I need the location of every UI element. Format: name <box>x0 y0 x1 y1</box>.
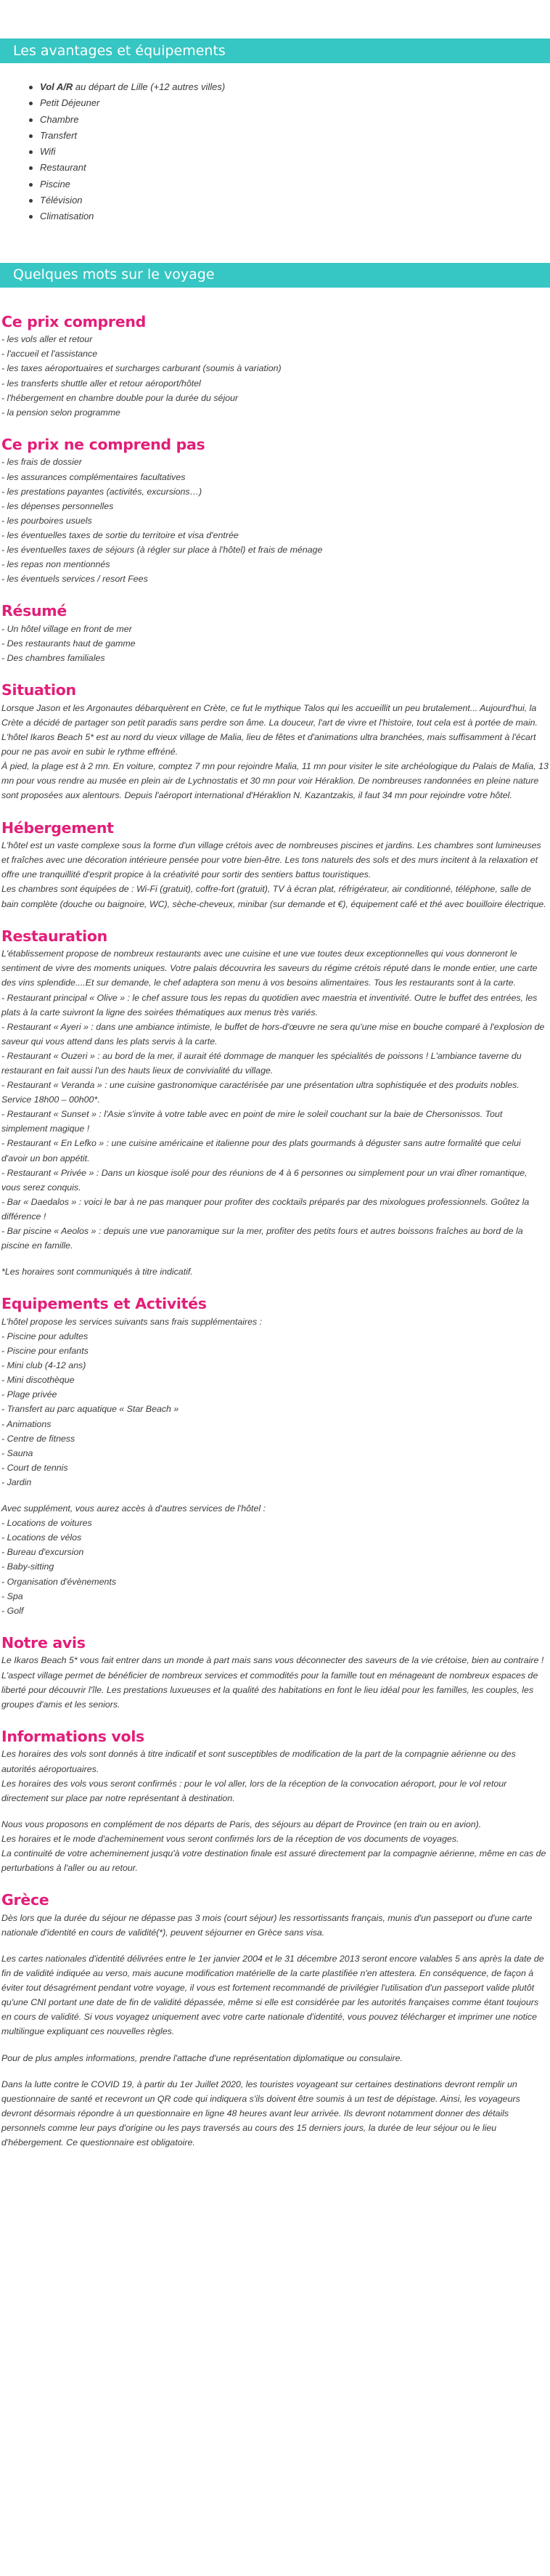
list-item: - les transferts shuttle aller et retour aéroport/hôtel <box>1 378 201 389</box>
list-item <box>29 128 550 144</box>
equipements-supplement-list <box>1 1516 549 1618</box>
list-item <box>29 208 550 224</box>
list-item-text: Climatisation <box>40 211 94 222</box>
list-item: - les éventuels services / resort Fees <box>1 574 148 585</box>
list-item <box>29 112 550 128</box>
list-item: - Court de tennis <box>1 1462 68 1473</box>
list-item <box>29 95 550 111</box>
section-title-prix-comprend: Ce prix comprend <box>1 312 147 330</box>
list-item: - Spa <box>1 1590 23 1601</box>
list-item: - les vols aller et retour <box>1 334 93 345</box>
section-title-hebergement: Hébergement <box>1 818 114 837</box>
list-item-text: au départ de Lille (+12 autres villes) <box>73 81 226 92</box>
list-item: - les éventuelles taxes de sortie du territoire et visa d'entrée <box>1 529 239 540</box>
list-item: - Un hôtel village en front de mer <box>1 623 132 634</box>
list-item-text: Wifi <box>40 146 56 158</box>
list-item: - Transfert au parc aquatique « Star Beach » <box>1 1404 179 1415</box>
equipements-list <box>1 1329 549 1490</box>
vols-paragraph-3: Nous vous proposons en complément de nos départs de Paris, des séjours au départ de Province (en train ou en avion). <box>1 1819 482 1829</box>
restauration-intro: L'établissement propose de nombreux restaurants avec une cuisine et une vue toutes deux exceptionnelles qui vous donneront le sentiment de vivre des moments uniques. Votre palais découvrira les saveurs du régime crétois réputé dans le monde entier, une carte des vins splendide....Et sur demande, le chef adaptera son menu à vos besoins alimentaires. Tous les restaurants sont à la carte. <box>1 948 538 988</box>
grece-paragraph-2: Les cartes nationales d'identité délivrées entre le 1er janvier 2004 et le 31 décembre 2013 seront encore valables 5 ans après la date de fin de validité indiquée au verso, mais aucune modification matérielle de la carte plastifiée n'en attestera. En conséquence, de façon à éviter tout désagrément pendant votre voyage, il vous est fortement recommandé de privilégier l'utilisation d'un passeport valide plutôt qu'une CNI portant une date de fin de validité dépassée, même si elle est considérée par les autorités françaises comme étant toujours en cours de validité. Si vous voyagez uniquement avec votre carte nationale d'identité, vous pouvez télécharger et imprimer une notice multilingue expliquant ces nouvelles règles. <box>1 1953 544 2037</box>
list-item: - Organisation d'évènements <box>1 1576 117 1587</box>
section-title-resume: Résumé <box>1 602 67 620</box>
situation-paragraph-2: À pied, la plage est à 2 mn. En voiture, comptez 7 mn pour rejoindre Malia, 11 mn pour visiter le site archéologique du Palais de Malia, 13 mn pour vous rendre au musée en plein air de Lychnostatis et 30 mn pour voir Héraklion. De nombreuses randonnées en pleine nature sont proposées aux alentours. Depuis l'aéroport international d'Héraklion N. Kazantzakis, il faut 34 mn pour rejoindre votre hôtel. <box>1 761 549 801</box>
list-item: - les assurances complémentaires facultatives <box>1 471 186 482</box>
list-item-bold: Vol A/R <box>40 81 73 92</box>
list-item: - l'accueil et l'assistance <box>1 349 98 359</box>
list-item: - Piscine pour enfants <box>1 1346 89 1357</box>
restauration-item: - Restaurant « En Lefko » : une cuisine américaine et italienne pour des plats gourmands à déguster sans autre formalité que celui d'avoir un bon appétit. <box>1 1138 521 1163</box>
restauration-item: - Restaurant « Ouzeri » : au bord de la mer, il aurait été dommage de manquer les spécialités de poissons ! L'ambiance taverne du restaurant en fait aussi l'un des hauts lieux de convivialité du village. <box>1 1050 522 1076</box>
list-item: - Piscine pour adultes <box>1 1331 89 1342</box>
list-item: - les pourboires usuels <box>1 515 92 526</box>
list-item: - Locations de voitures <box>1 1518 92 1529</box>
situation-paragraph-1: Lorsque Jason et les Argonautes débarquèrent en Crète, ce fut le mythique Talos qui les accueillit un peu brutalement... Aujourd'hui, la Crète a décidé de partager son petit paradis sans perdre son âme. La douceur, l'art de vivre et l'histoire, tout cela est à portée de main. L'hôtel Ikaros Beach 5* est au nord du vieux village de Malia, lieu de fêtes et d'animations ultra branchées, mais suffisamment à l'écart pour ne pas avoir en subir le rythme effréné. <box>1 702 538 757</box>
list-item: - les frais de dossier <box>1 457 82 468</box>
list-item <box>29 176 550 192</box>
grece-paragraph-4: Dans la lutte contre le COVID 19, à partir du 1er Juillet 2020, les touristes voyageant sur certaines destinations devront remplir un questionnaire de santé et recevront un QR code qui indiquera s'ils doivent être soumis à un test de dépistage. Ainsi, les voyageurs devront désormais répondre à un questionnaire en ligne 48 heures avant leur arrivée. Ils devront notamment donner des détails personnels comme leur pays d'origine ou les pays traversés au cours des 15 derniers jours, la durée de leur séjour ou le lieu d'hébergement. Ce questionnaire est obligatoire. <box>1 2079 520 2148</box>
list-item: - Des chambres familiales <box>1 653 105 664</box>
prix-comprend-list <box>1 332 549 420</box>
section-title-grece: Grèce <box>1 1891 49 1909</box>
restauration-item: - Bar « Daedalos » : voici le bar à ne pas manquer pour profiter des cocktails préparés par des mixologues professionnels. Goûtez la différence ! <box>1 1196 530 1222</box>
list-item: - Mini club (4-12 ans) <box>1 1360 86 1371</box>
prix-ne-comprend-list <box>1 455 549 586</box>
hebergement-paragraph-1: L'hôtel est un vaste complexe sous la forme d'un village crétois avec de nombreuses piscines et jardins. Les chambres sont lumineuses et fraîches avec une décoration intérieure pensée pour votre bien-être. Les tons naturels des sols et des murs incitent à la relaxation et offre une tranquillité d'esprit propice à la créativité pour sortir des sentiers battus touristiques. <box>1 840 541 880</box>
hebergement-paragraph-2: Les chambres sont équipées de : Wi-Fi (gratuit), coffre-fort (gratuit), TV à écran plat, réfrigérateur, air conditionné, téléphone, salle de bain complète (douche ou baignoire, WC), sèche-cheveux, minibar (sur demande et €), équipement café et thé avec bouilloire électrique. <box>1 884 546 909</box>
grece-paragraph-3: Pour de plus amples informations, prendre l'attache d'une représentation diplomatique ou consulaire. <box>1 2052 403 2063</box>
list-item: - l'hébergement en chambre double pour la durée du séjour <box>1 392 239 403</box>
list-item <box>29 192 550 208</box>
voyage-content <box>0 313 550 2171</box>
voyage-heading-band <box>0 263 550 288</box>
restauration-item: - Restaurant « Privée » : Dans un kiosque isolé pour des réunions de 4 à 6 personnes ou simplement pour un vrai dîner romantique, vous serez conquis. <box>1 1167 528 1192</box>
list-item-text: Restaurant <box>40 162 86 174</box>
avantages-heading: Les avantages et équipements <box>13 42 226 59</box>
section-title-notre-avis: Notre avis <box>1 1633 86 1651</box>
vols-paragraph-5: La continuité de votre acheminement jusqu'à votre destination finale est assuré directement par la compagnie aérienne, même en cas de perturbations à l'aller ou au retour. <box>1 1848 546 1874</box>
notre-avis-text: Le Ikaros Beach 5* vous fait entrer dans un monde à part mais sans vous déconnecter des saveurs de la vie crétoise, bien au contraire ! L'aspect village permet de bénéficier de nombreux services et commodités pour la famille tout en ménageant de nombreux espaces de liberté pour découvrir l'île. Les prestations luxueuses et la qualité des habitations en font le lieu idéal pour les familles, les couples, les groupes d'amis et les seniors. <box>1 1655 544 1710</box>
list-item <box>29 144 550 160</box>
list-item: - la pension selon programme <box>1 407 120 418</box>
vols-paragraph-1: Les horaires des vols sont donnés à titre indicatif et sont susceptibles de modification de la part de la compagnie aérienne ou des autorités aéroportuaires. <box>1 1749 516 1774</box>
restauration-item: - Restaurant « Sunset » : l'Asie s'invite à votre table avec en point de mire le soleil couchant sur la baie de Chersonissos. Tout simplement magique ! <box>1 1109 503 1134</box>
list-item: - les éventuelles taxes de séjours (à régler sur place à l'hôtel) et frais de ménage <box>1 545 323 556</box>
equipements-intro: L'hôtel propose les services suivants sans frais supplémentaires : <box>1 1316 263 1327</box>
list-item-text: Petit Déjeuner <box>40 97 100 109</box>
list-item: - Baby-sitting <box>1 1561 54 1572</box>
list-item: - les repas non mentionnés <box>1 559 110 570</box>
vols-paragraph-2: Les horaires des vols vous seront confirmés : pour le vol aller, lors de la réception de la convocation aéroport, pour le vol retour directement sur place par notre représentant à destination. <box>1 1778 507 1803</box>
grece-paragraph-1: Dès lors que la durée du séjour ne dépasse pas 3 mois (court séjour) les ressortissants français, munis d'un passeport ou d'une carte nationale d'identité en cours de validité(*), peuvent séjourner en Grèce sans visa. <box>1 1912 533 1938</box>
resume-list <box>1 622 549 665</box>
list-item: - Des restaurants haut de gamme <box>1 638 136 649</box>
list-item: - les dépenses personnelles <box>1 500 114 511</box>
list-item-text: Piscine <box>40 178 70 190</box>
list-item: - les prestations payantes (activités, excursions…) <box>1 486 202 497</box>
voyage-heading: Quelques mots sur le voyage <box>13 267 215 283</box>
section-title-equipements: Equipements et Activités <box>1 1295 207 1313</box>
list-item: - Plage privée <box>1 1389 57 1400</box>
list-item: - Mini discothèque <box>1 1375 75 1386</box>
list-item: - Golf <box>1 1605 24 1616</box>
list-item: - Sauna <box>1 1447 33 1458</box>
list-item: - Animations <box>1 1418 52 1429</box>
section-title-informations-vols: Informations vols <box>1 1727 144 1745</box>
list-item-text: Transfert <box>40 129 78 141</box>
list-item-text: Chambre <box>40 113 79 125</box>
restauration-note: *Les horaires sont communiqués à titre indicatif. <box>1 1267 193 1277</box>
list-item: - Bureau d'excursion <box>1 1547 84 1558</box>
list-item: - Centre de fitness <box>1 1433 75 1444</box>
vols-paragraph-4: Les horaires et le mode d'acheminement vous seront confirmés lors de la réception de vos documents de voyages. <box>1 1833 459 1844</box>
avantages-list <box>29 79 550 225</box>
list-item-text: Télévision <box>40 195 83 206</box>
list-item <box>29 160 550 176</box>
list-item: - les taxes aéroportuaires et surcharges carburant (soumis à variation) <box>1 363 282 374</box>
section-title-restauration: Restauration <box>1 927 107 945</box>
section-title-prix-ne-comprend: Ce prix ne comprend pas <box>1 435 205 453</box>
restauration-item: - Restaurant principal « Olive » : le chef assure tous les repas du quotidien avec maestria et inventivité. Outre le buffet des entrées, les plats à la carte suivront la ligne des soirées thématiques aux menus très variés. <box>1 992 538 1017</box>
equipements-intro-supplement: Avec supplément, vous aurez accès à d'autres services de l'hôtel : <box>1 1503 266 1514</box>
restauration-item: - Restaurant « Veranda » : une cuisine gastronomique caractérisée par une présentation ultra sophistiquée et des produits nobles. Service 18h00 – 00h00*. <box>1 1080 520 1105</box>
list-item: - Jardin <box>1 1476 32 1487</box>
restauration-item: - Bar piscine « Aeolos » : depuis une vue panoramique sur la mer, profiter des petits fours et autres boissons fraîches au bord de la piscine en famille. <box>1 1226 523 1251</box>
avantages-heading-band <box>0 38 550 63</box>
restauration-item: - Restaurant « Ayeri » : dans une ambiance intimiste, le buffet de hors-d'œuvre ne sera qu'une mise en bouche comparé à l'explosion de saveur qui vous attend dans les plats servis à la carte. <box>1 1021 545 1047</box>
list-item <box>29 79 550 95</box>
list-item: - Locations de vélos <box>1 1532 82 1543</box>
section-title-situation: Situation <box>1 681 76 699</box>
